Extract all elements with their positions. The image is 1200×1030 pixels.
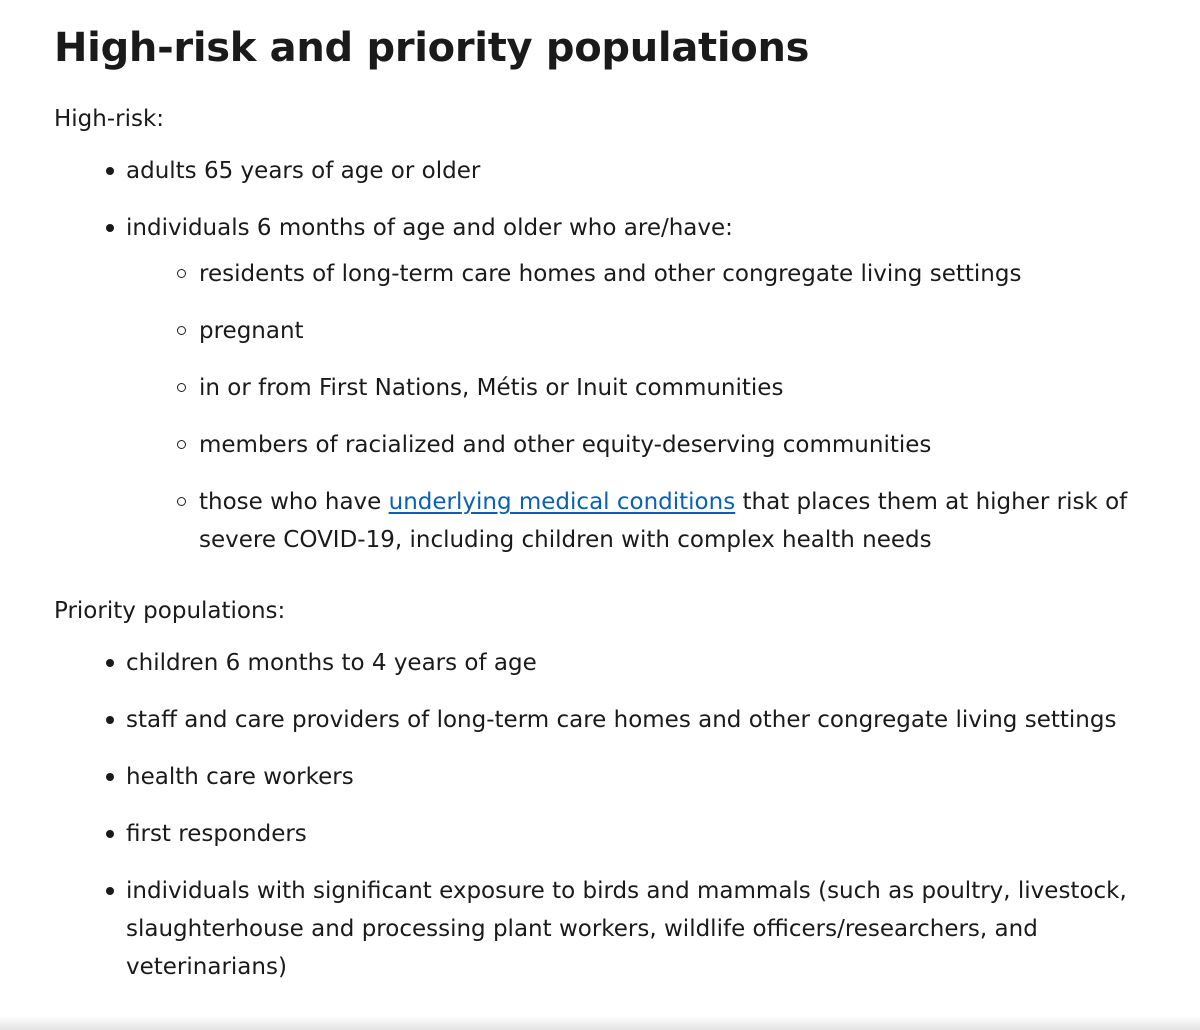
list-item — [126, 644, 1144, 682]
sub-list-item-text: in or from First Nations, Métis or Inuit communities — [199, 375, 784, 401]
section-spacer — [54, 578, 1144, 592]
document-content — [54, 22, 1144, 1005]
list-item — [126, 701, 1144, 739]
bottom-edge-shadow — [0, 1016, 1200, 1030]
bullet-icon — [106, 830, 114, 838]
circle-bullet-icon — [177, 440, 186, 449]
bullet-icon — [106, 716, 114, 724]
circle-bullet-icon — [177, 383, 186, 392]
list-item — [126, 209, 1144, 559]
list-item-text: individuals with significant exposure to birds and mammals (such as poultry, livestock, slaughterhouse and processing plant workers, wildlife officers/researchers, and veterinarians) — [126, 878, 1127, 980]
bullet-icon — [106, 167, 114, 175]
list-item — [126, 152, 1144, 190]
sub-list-item — [199, 369, 1144, 407]
list-item-text: health care workers — [126, 764, 354, 790]
list-item-text: children 6 months to 4 years of age — [126, 650, 537, 676]
list-item-text: individuals 6 months of age and older who are/have: — [126, 215, 733, 241]
bullet-icon — [106, 659, 114, 667]
bullet-icon — [106, 773, 114, 781]
sub-list-item — [199, 312, 1144, 350]
list-item-text: adults 65 years of age or older — [126, 158, 481, 184]
list-item — [126, 872, 1144, 986]
bullet-icon — [106, 224, 114, 232]
priority-list — [54, 644, 1144, 986]
circle-bullet-icon — [177, 326, 186, 335]
sub-list-item-text: residents of long-term care homes and other congregate living settings — [199, 261, 1022, 287]
list-item — [126, 758, 1144, 796]
underlying-medical-conditions-link[interactable]: underlying medical conditions — [388, 489, 736, 515]
sub-list-item-text: members of racialized and other equity-deserving communities — [199, 432, 932, 458]
circle-bullet-icon — [177, 497, 186, 506]
high-risk-sublist — [126, 255, 1144, 559]
bullet-icon — [106, 887, 114, 895]
priority-populations-label: Priority populations: — [54, 598, 286, 624]
sub-list-item — [199, 483, 1144, 559]
sub-list-item — [199, 426, 1144, 464]
page-title: High-risk and priority populations — [54, 25, 810, 71]
list-item-text: staff and care providers of long-term care homes and other congregate living settings — [126, 707, 1117, 733]
sub-list-item — [199, 255, 1144, 293]
sub-list-item-text-after: that places them at higher risk of severe COVID-19, including children with complex health needs — [199, 489, 1128, 553]
list-item — [126, 815, 1144, 853]
high-risk-label: High-risk: — [54, 106, 165, 132]
sub-list-item-text-before: those who have — [199, 489, 389, 515]
high-risk-list — [54, 152, 1144, 559]
list-item-text: first responders — [126, 821, 307, 847]
sub-list-item-text: pregnant — [199, 318, 304, 344]
circle-bullet-icon — [177, 269, 186, 278]
